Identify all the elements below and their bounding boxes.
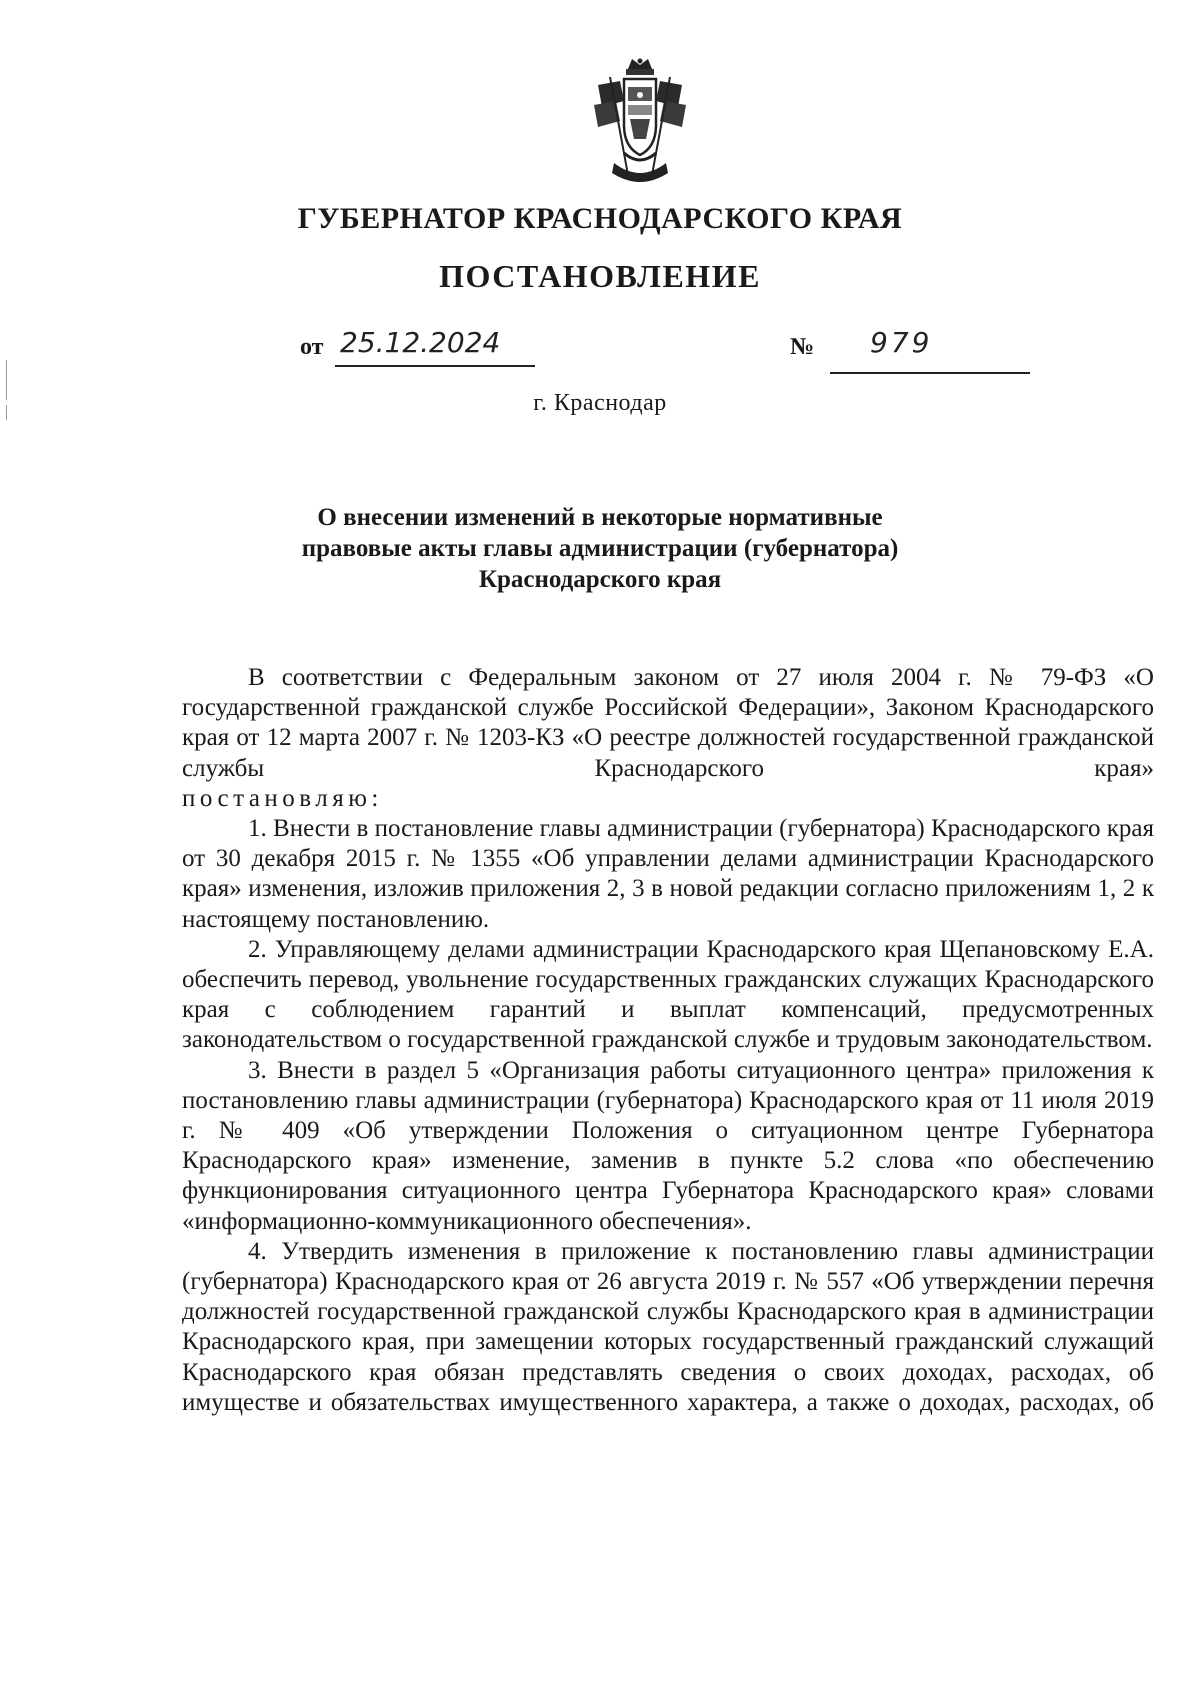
scan-edge-mark bbox=[6, 405, 7, 420]
title-line-3: Краснодарского края bbox=[478, 566, 722, 593]
title-line-2: правовые акты главы администрации (губернатора) bbox=[301, 535, 899, 562]
scan-edge-mark bbox=[6, 360, 7, 400]
preamble-paragraph: В соответствии с Федеральным законом от 27 июля 2004 г. № 79-ФЗ «О государственной гражданской службе Российской Федерации», Законом Краснодарского края от 12 марта 2007 г. № 1203-КЗ «О реестре должностей государственной гражданской службы Краснодарского края» bbox=[182, 664, 1154, 782]
date-underline bbox=[335, 365, 535, 367]
paragraph-2: 2. Управляющему делами администрации Краснодарского края Щепановскому Е.А. обеспечить перевод, увольнение государственных гражданских служащих Краснодарского края с соблюдением гарантий и выплат компенсаций, предусмотренных законодательством о государственной гражданской службе и трудовым законодательством. bbox=[182, 935, 1154, 1054]
city: г. Краснодар bbox=[533, 390, 667, 416]
paragraph-3: 3. Внести в раздел 5 «Организация работы ситуационного центра» приложения к постановлению главы администрации (губернатора) Краснодарского края от 11 июля 2019 г. № 409 «Об утверждении Положения о ситуационном центре Губернатора Краснодарского края» изменение, заменив в пункте 5.2 слова «по обеспечению функционирования ситуационного центра Губернатора Краснодарского края» словами «информационно-коммуникационного обеспечения». bbox=[182, 1056, 1154, 1235]
document-title bbox=[250, 502, 950, 595]
coat-of-arms-icon bbox=[590, 55, 690, 190]
number-label: № bbox=[790, 334, 815, 360]
document-body bbox=[182, 663, 1154, 1418]
paragraph-1: 1. Внести в постановление главы администрации (губернатора) Краснодарского края от 30 декабря 2015 г. № 1355 «Об управлении делами администрации Краснодарского края» изменения, изложив приложения 2, 3 в новой редакции согласно приложениям 1, 2 к настоящему постановлению. bbox=[182, 815, 1154, 933]
number-underline bbox=[830, 372, 1030, 374]
resolve-word: постановляю: bbox=[182, 784, 383, 812]
title-line-1: О внесении изменений в некоторые нормативные bbox=[317, 504, 883, 531]
document-type: ПОСТАНОВЛЕНИЕ bbox=[439, 258, 761, 294]
handwritten-number: 979 bbox=[870, 326, 933, 359]
paragraph-4: 4. Утвердить изменения в приложение к постановлению главы администрации (губернатора) Краснодарского края от 26 августа 2019 г. № 557 «Об утверждении перечня должностей государственной гражданской службы Краснодарского края в администрации Краснодарского края, при замещении которых государственный гражданский служащий Краснодарского края обязан представлять сведения о своих доходах, расходах, об имуществе и обязательствах имущественного характера, а также о доходах, расходах, об bbox=[182, 1237, 1154, 1416]
issuing-authority: ГУБЕРНАТОР КРАСНОДАРСКОГО КРАЯ bbox=[297, 202, 903, 235]
date-label: от bbox=[300, 334, 324, 360]
handwritten-date: 25.12.2024 bbox=[340, 326, 501, 359]
